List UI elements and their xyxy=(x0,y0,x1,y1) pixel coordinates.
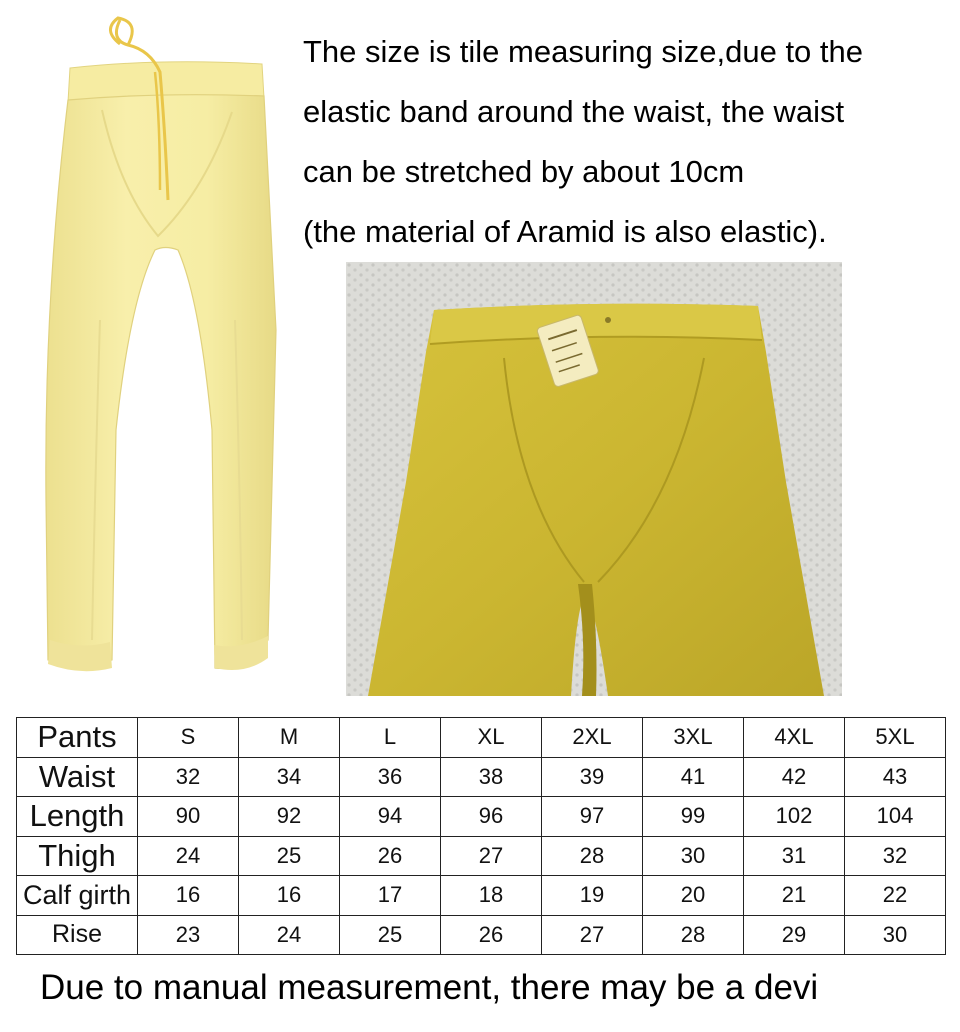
size-l: L xyxy=(340,718,441,758)
row-label: Waist xyxy=(17,757,138,797)
table-cell: 32 xyxy=(138,757,239,797)
thigh-row xyxy=(17,836,946,876)
size-m: M xyxy=(239,718,340,758)
table-cell: 16 xyxy=(239,876,340,916)
size-s: S xyxy=(138,718,239,758)
size-header-row xyxy=(17,718,946,758)
size-3xl: 3XL xyxy=(643,718,744,758)
table-cell: 28 xyxy=(643,915,744,955)
size-5xl: 5XL xyxy=(845,718,946,758)
pants-product-image xyxy=(0,0,290,700)
table-cell: 96 xyxy=(441,797,542,837)
table-cell: 104 xyxy=(845,797,946,837)
table-cell: 90 xyxy=(138,797,239,837)
table-cell: 24 xyxy=(239,915,340,955)
row-label: Length xyxy=(17,797,138,837)
size-notice xyxy=(303,22,953,262)
table-cell: 30 xyxy=(643,836,744,876)
table-cell: 18 xyxy=(441,876,542,916)
pants-detail-photo xyxy=(346,262,842,696)
table-cell: 94 xyxy=(340,797,441,837)
table-cell: 27 xyxy=(441,836,542,876)
table-cell: 23 xyxy=(138,915,239,955)
table-cell: 26 xyxy=(441,915,542,955)
table-cell: 16 xyxy=(138,876,239,916)
table-cell: 22 xyxy=(845,876,946,916)
table-cell: 24 xyxy=(138,836,239,876)
table-cell: 25 xyxy=(340,915,441,955)
table-cell: 42 xyxy=(744,757,845,797)
waist-row xyxy=(17,757,946,797)
header-label: Pants xyxy=(17,718,138,758)
size-chart-table xyxy=(16,717,946,955)
table-cell: 38 xyxy=(441,757,542,797)
row-label: Thigh xyxy=(17,836,138,876)
table-cell: 20 xyxy=(643,876,744,916)
table-cell: 99 xyxy=(643,797,744,837)
table-cell: 25 xyxy=(239,836,340,876)
rise-row xyxy=(17,915,946,955)
calf-girth-row xyxy=(17,876,946,916)
table-cell: 19 xyxy=(542,876,643,916)
notice-line-4: (the material of Aramid is also elastic). xyxy=(303,214,827,249)
table-cell: 27 xyxy=(542,915,643,955)
table-cell: 26 xyxy=(340,836,441,876)
size-xl: XL xyxy=(441,718,542,758)
row-label: Calf girth xyxy=(17,876,138,916)
table-cell: 17 xyxy=(340,876,441,916)
table-cell: 28 xyxy=(542,836,643,876)
table-cell: 43 xyxy=(845,757,946,797)
notice-line-1: The size is tile measuring size,due to the xyxy=(303,34,863,69)
table-cell: 92 xyxy=(239,797,340,837)
table-cell: 102 xyxy=(744,797,845,837)
notice-line-3: can be stretched by about 10cm xyxy=(303,154,745,189)
table-cell: 29 xyxy=(744,915,845,955)
length-row xyxy=(17,797,946,837)
table-cell: 32 xyxy=(845,836,946,876)
table-cell: 21 xyxy=(744,876,845,916)
table-cell: 39 xyxy=(542,757,643,797)
table-cell: 36 xyxy=(340,757,441,797)
table-cell: 31 xyxy=(744,836,845,876)
row-label: Rise xyxy=(17,915,138,955)
notice-line-2: elastic band around the waist, the waist xyxy=(303,94,845,129)
measurement-disclaimer: Due to manual measurement, there may be a devi xyxy=(40,968,819,1007)
table-cell: 30 xyxy=(845,915,946,955)
table-cell: 41 xyxy=(643,757,744,797)
table-cell: 97 xyxy=(542,797,643,837)
size-4xl: 4XL xyxy=(744,718,845,758)
table-cell: 34 xyxy=(239,757,340,797)
size-2xl: 2XL xyxy=(542,718,643,758)
